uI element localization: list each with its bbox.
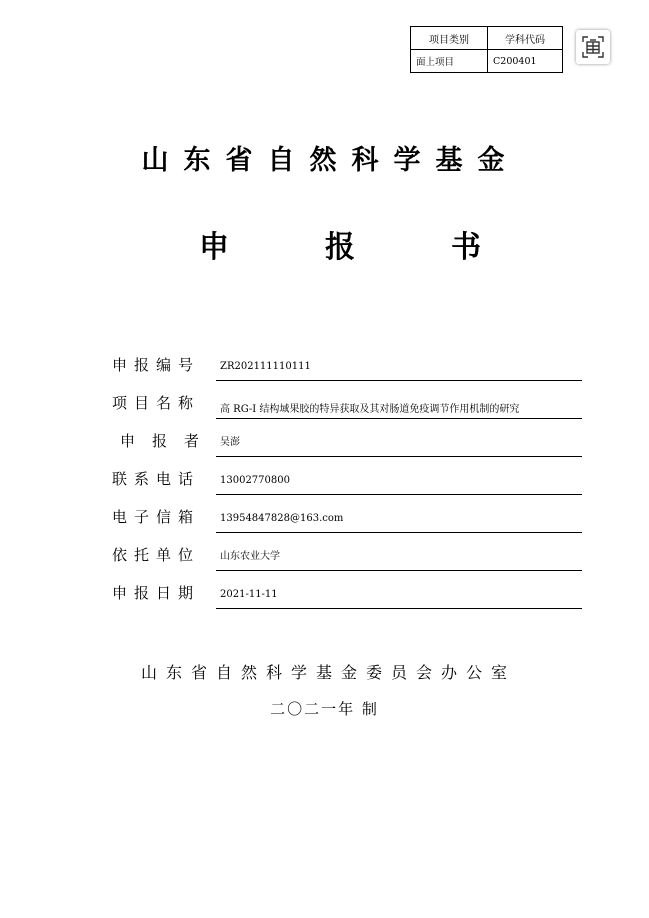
project-category-value: 面上项目: [411, 50, 488, 73]
project-name-value: 高 RG-I 结构域果胶的特异获取及其对肠道免疫调节作用机制的研究: [220, 404, 520, 415]
info-row-applicant: [112, 419, 582, 457]
phone-value: 13002770800: [220, 475, 290, 486]
email-label: 电子信箱: [112, 508, 201, 526]
scan-button[interactable]: [576, 30, 610, 64]
code-table-header-row: [411, 27, 563, 50]
subject-code-header: 学科代码: [488, 27, 563, 50]
project-code-table: [410, 26, 563, 73]
info-row-application-number: [112, 343, 582, 381]
email-field: [216, 495, 582, 533]
subtitle-char-2: 报: [325, 230, 355, 265]
info-row-email: [112, 495, 582, 533]
info-row-institution: [112, 533, 582, 571]
project-name-label: 项目名称: [112, 394, 201, 412]
applicant-field: [216, 419, 582, 457]
email-value: 13954847828@163.com: [220, 513, 344, 524]
info-row-phone: [112, 457, 582, 495]
page-subtitle: [0, 222, 649, 265]
application-number-label: 申报编号: [112, 356, 201, 374]
phone-field: [216, 457, 582, 495]
subject-code-value: C200401: [488, 50, 563, 73]
project-name-field: [216, 381, 582, 419]
scan-icon: [582, 36, 604, 58]
phone-label: 联系电话: [112, 470, 201, 488]
date-value: 2021-11-11: [220, 589, 278, 600]
issue-year: 二〇二一年 制: [270, 700, 379, 718]
application-number-field: [216, 343, 582, 381]
institution-label: 依托单位: [112, 546, 201, 564]
application-number-value: ZR202111110111: [220, 361, 311, 372]
applicant-label: 申报者: [120, 432, 217, 450]
applicant-value: 吴澎: [220, 437, 240, 448]
institution-field: [216, 533, 582, 571]
page-title: 山东省自然科学基金: [141, 145, 520, 176]
subtitle-char-3: 书: [451, 230, 481, 265]
project-category-header: 项目类别: [411, 27, 488, 50]
code-table-value-row: [411, 50, 563, 73]
application-info-form: [112, 343, 582, 609]
info-row-date: [112, 571, 582, 609]
issuing-office: 山东省自然科学基金委员会办公室: [140, 663, 516, 682]
info-row-project-name: [112, 381, 582, 419]
date-field: [216, 571, 582, 609]
subtitle-char-1: 申: [199, 230, 229, 265]
institution-value: 山东农业大学: [220, 551, 280, 562]
date-label: 申报日期: [112, 584, 201, 602]
